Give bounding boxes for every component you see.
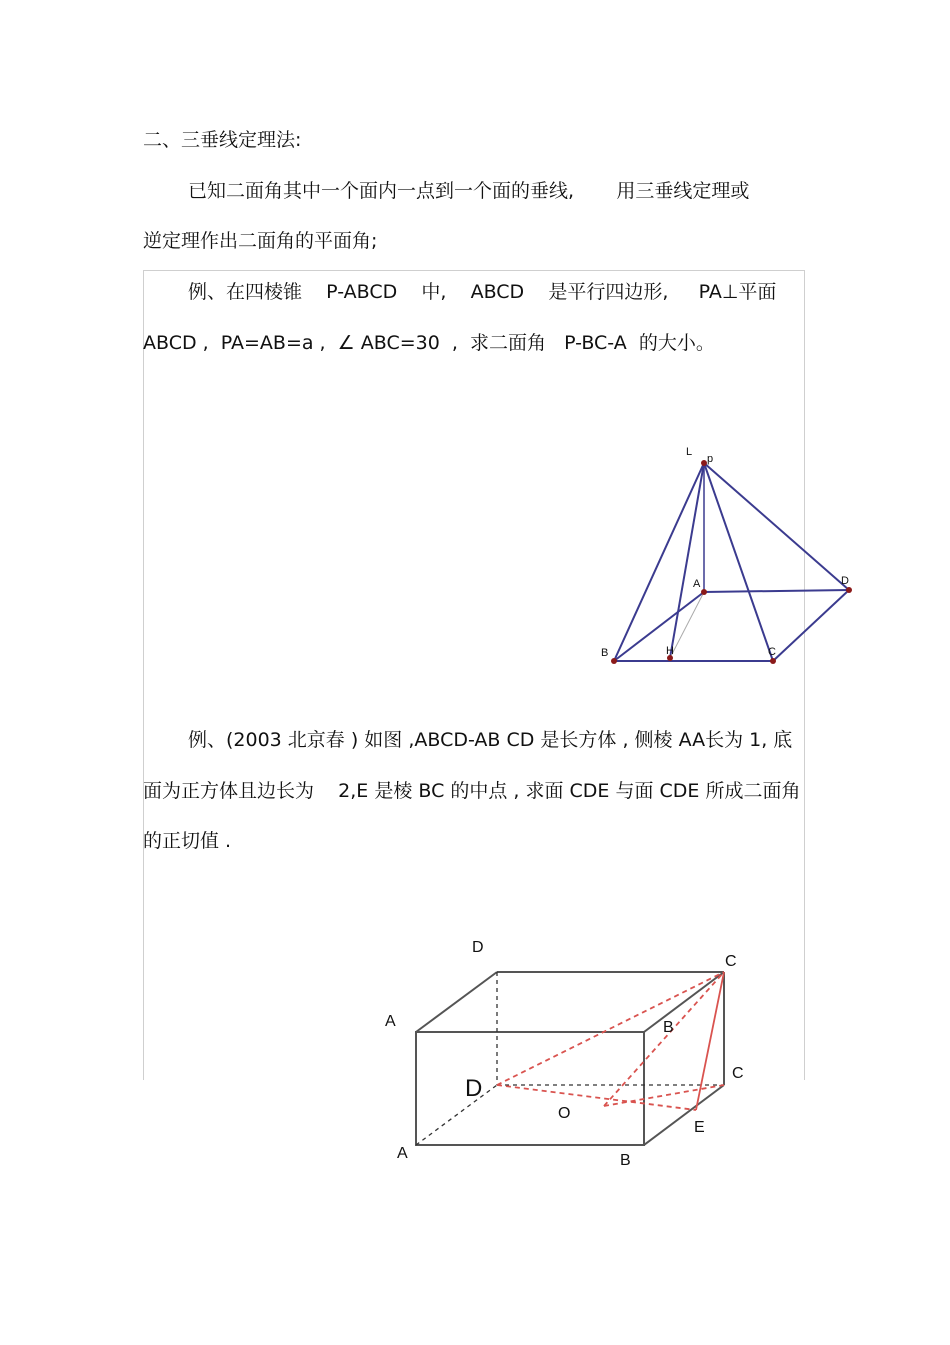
label-h: H: [666, 645, 674, 657]
red-line-d-e: [497, 1085, 696, 1110]
red-line-d-c1: [497, 972, 724, 1085]
label-l: L: [686, 446, 693, 458]
red-line-o-c1: [604, 972, 724, 1106]
label-c: C: [732, 1065, 744, 1082]
label-p: p: [707, 453, 714, 465]
label-b: B: [620, 1152, 631, 1169]
label-c1: C: [725, 953, 737, 970]
example1-line-1: 例、在四棱锥 P-ABCD 中, ABCD 是平行四边形, PA⊥平面: [188, 281, 777, 303]
label-c: C: [768, 646, 776, 658]
edge-a1-d1: [416, 972, 497, 1032]
example1-line-2: ABCD , PA=AB=a , ∠ ABC=30 , 求二面角 P-BC-A 的大小。: [143, 332, 715, 354]
label-o: O: [558, 1105, 571, 1122]
hidden-edge-a-d: [416, 1085, 497, 1145]
label-a1: A: [385, 1013, 396, 1030]
section-heading: 二、三垂线定理法:: [143, 129, 302, 151]
label-d1: D: [472, 939, 484, 956]
label-d: D: [841, 575, 849, 587]
label-e: E: [694, 1119, 705, 1136]
label-b1: B: [663, 1019, 674, 1036]
red-line-o-c: [604, 1085, 724, 1106]
cuboid-front-face: [416, 1032, 644, 1145]
edge-b1-c1: [644, 972, 724, 1032]
label-d: D: [465, 1075, 483, 1102]
intro-line-2: 逆定理作出二面角的平面角;: [143, 230, 378, 252]
edge-b-c: [644, 1085, 724, 1145]
example2-line-3: 的正切值 .: [143, 830, 232, 852]
label-a: A: [397, 1145, 408, 1162]
label-b: B: [601, 647, 609, 659]
label-a: A: [693, 578, 701, 590]
example2-line-1: 例、(2003 北京春 ) 如图 ,ABCD-AB CD 是长方体 , 侧棱 AA长为 1, 底: [188, 729, 793, 751]
example2-line-2: 面为正方体且边长为 2,E 是棱 BC 的中点 , 求面 CDE 与面 CDE 所成二面角: [143, 780, 801, 802]
intro-line-1: 已知二面角其中一个面内一点到一个面的垂线, 用三垂线定理或: [188, 180, 750, 202]
